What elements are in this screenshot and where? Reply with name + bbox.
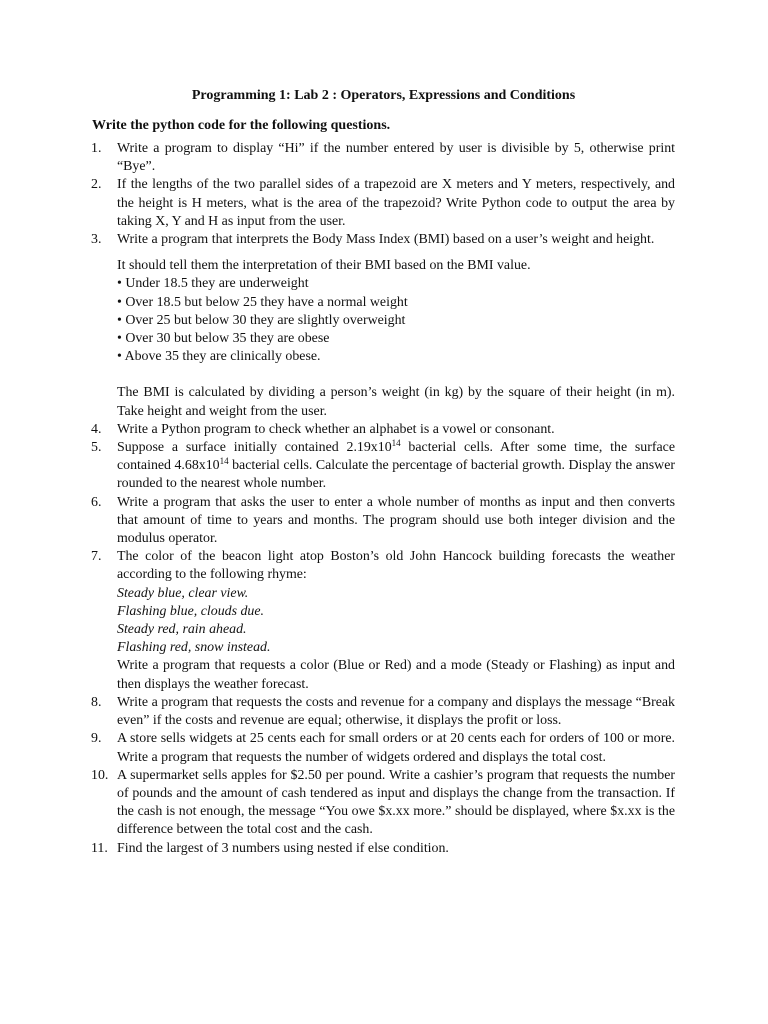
question-text: A supermarket sells apples for $2.50 per pound. Write a cashier’s program that requests the number of pounds and the amount of cash tendered as input and displays the change from the transaction. If the cash is not enough, the message “You owe $x.xx more.” should be displayed, where $x.xx is the difference between the total cost and the cash. — [117, 767, 675, 838]
question-1 — [92, 140, 675, 176]
bmi-bullet: • Over 18.5 but below 25 they have a normal weight — [117, 294, 408, 310]
document-page — [92, 86, 675, 858]
question-text: If the lengths of the two parallel sides of a trapezoid are X meters and Y meters, respectively, and the height is H meters, what is the area of the trapezoid? Write Python code to output the area by taking X, Y and H as input from the user. — [117, 177, 675, 229]
rhyme-line: Steady blue, clear view. — [117, 585, 249, 601]
instruction-text: Write the python code for the following questions. — [92, 118, 391, 133]
question-number: 8. — [91, 694, 102, 710]
exponent: 14 — [391, 438, 401, 449]
question-text — [117, 439, 675, 494]
question-number: 1. — [91, 141, 102, 156]
text-fragment: Suppose a surface initially contained 2.19x10 — [117, 440, 392, 456]
question-5 — [92, 439, 675, 494]
bmi-bullet: • Under 18.5 they are underweight — [117, 276, 309, 292]
bmi-bullet: • Over 25 but below 30 they are slightly overweight — [117, 312, 406, 328]
question-text: Find the largest of 3 numbers using nested if else condition. — [117, 840, 449, 856]
question-11 — [92, 840, 675, 858]
question-followup: Write a program that requests a color (Blue or Red) and a mode (Steady or Flashing) as input and then displays the weather forecast. — [117, 658, 675, 692]
question-text: Write a Python program to check whether an alphabet is a vowel or consonant. — [117, 421, 555, 437]
bmi-bullet: • Above 35 they are clinically obese. — [117, 349, 321, 365]
question-2 — [92, 176, 675, 231]
question-text: Write a program that interprets the Body Mass Index (BMI) based on a user’s weight and height. — [117, 232, 655, 248]
question-number: 3. — [91, 232, 102, 248]
exponent: 14 — [219, 456, 229, 467]
document-title: Programming 1: Lab 2 : Operators, Expressions and Conditions — [191, 88, 576, 103]
question-9 — [92, 730, 675, 766]
question-4 — [92, 421, 675, 439]
text-fragment: bacterial cells. Calculate the percentage of bacterial growth. Display the answer rounded to the nearest whole number. — [117, 458, 675, 492]
question-text: A store sells widgets at 25 cents each for small orders or at 20 cents each for orders of 100 or more. Write a program that requests the number of widgets ordered and displays the total cost. — [117, 731, 675, 765]
question-number: 6. — [91, 494, 102, 510]
question-number: 10. — [91, 767, 109, 783]
bmi-note: The BMI is calculated by dividing a person’s weight (in kg) by the square of their height (in m). Take height and weight from the user. — [117, 385, 675, 419]
question-text: The color of the beacon light atop Boston’s old John Hancock building forecasts the weather according to the following rhyme: — [117, 549, 675, 583]
question-8 — [92, 694, 675, 730]
question-number: 7. — [91, 549, 102, 565]
text-fragment: bacterial cells. After some time, the surface contained 4.68x10 — [117, 440, 675, 474]
bmi-bullet: • Over 30 but below 35 they are obese — [117, 331, 330, 347]
question-number: 5. — [91, 440, 102, 456]
bmi-bullet-list — [117, 275, 675, 366]
rhyme-line: Flashing blue, clouds due. — [117, 603, 264, 619]
question-number: 11. — [91, 840, 108, 856]
question-10 — [92, 767, 675, 840]
question-number: 4. — [91, 421, 102, 437]
question-text: Write a program to display “Hi” if the number entered by user is divisible by 5, otherwise print “Bye”. — [117, 141, 675, 175]
question-7 — [92, 548, 675, 694]
rhyme-line: Steady red, rain ahead. — [117, 622, 247, 638]
rhyme-block — [117, 585, 675, 658]
rhyme-line: Flashing red, snow instead. — [117, 640, 271, 656]
question-3 — [92, 231, 675, 421]
question-6 — [92, 494, 675, 549]
question-number: 9. — [91, 731, 102, 747]
question-list — [92, 140, 675, 858]
question-number: 2. — [91, 177, 102, 193]
question-text: Write a program that asks the user to enter a whole number of months as input and then converts that amount of time to years and months. The program should use both integer division and the modulus operator. — [117, 494, 675, 547]
bmi-intro: It should tell them the interpretation of their BMI based on the BMI value. — [117, 258, 531, 274]
question-text: Write a program that requests the costs and revenue for a company and displays the message “Break even” if the costs and revenue are equal; otherwise, it displays the profit or loss. — [117, 694, 675, 729]
